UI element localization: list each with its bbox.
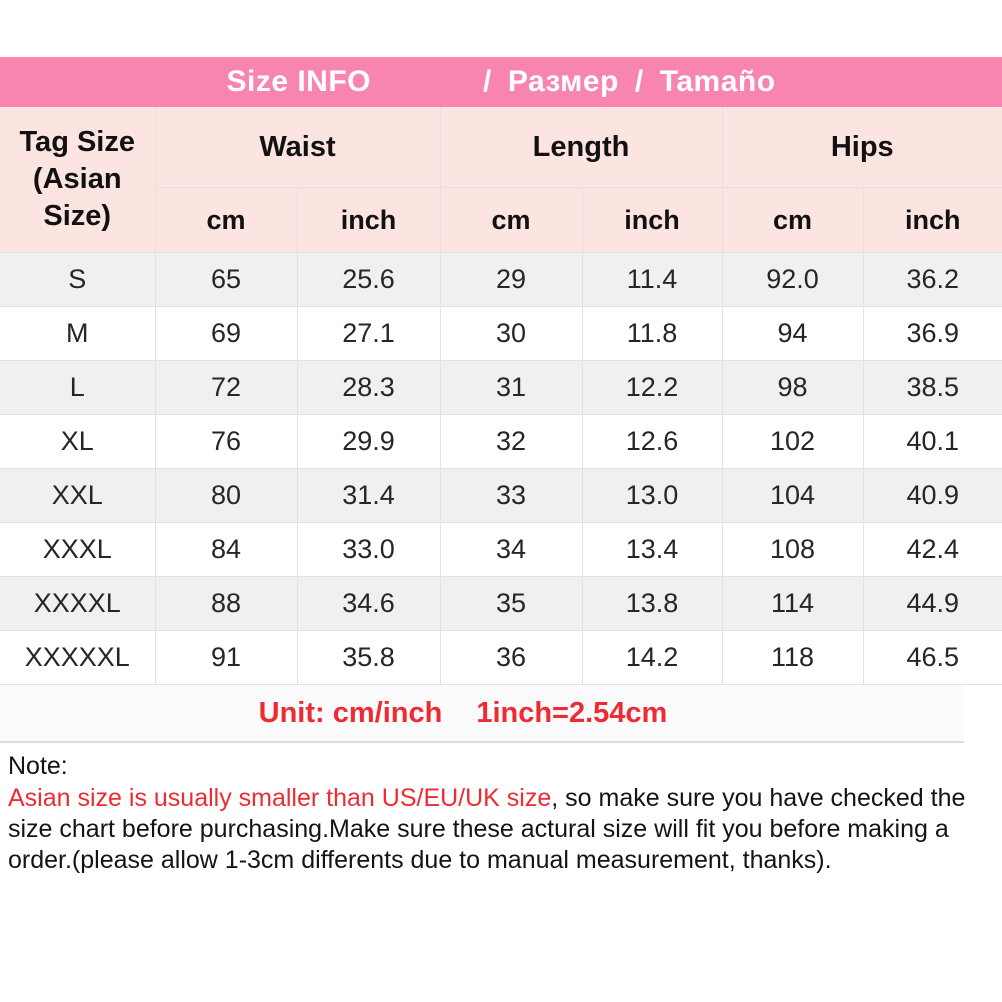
tag-size-cell: XXXXL bbox=[0, 577, 155, 631]
note-section bbox=[0, 743, 1002, 876]
note-label: Note: bbox=[8, 752, 68, 780]
measurement-cell: 29.9 bbox=[297, 415, 440, 469]
tag-size-cell: XXXXXL bbox=[0, 631, 155, 685]
measurement-cell: 118 bbox=[722, 631, 863, 685]
unit-header: cm bbox=[722, 188, 863, 253]
measurement-cell: 102 bbox=[722, 415, 863, 469]
group-header-length: Length bbox=[440, 107, 722, 188]
measurement-cell: 84 bbox=[155, 523, 297, 577]
measurement-cell: 40.9 bbox=[863, 469, 1002, 523]
banner-title-ru: Размер bbox=[507, 65, 619, 98]
note-highlight: Asian size is usually smaller than US/EU/UK size bbox=[8, 784, 552, 812]
measurement-cell: 31.4 bbox=[297, 469, 440, 523]
tag-size-cell: XXL bbox=[0, 469, 155, 523]
tag-size-cell: L bbox=[0, 361, 155, 415]
tag-size-cell: XXXL bbox=[0, 523, 155, 577]
measurement-cell: 27.1 bbox=[297, 307, 440, 361]
measurement-cell: 35 bbox=[440, 577, 582, 631]
table-row bbox=[0, 577, 1002, 631]
group-header-waist: Waist bbox=[155, 107, 440, 188]
table-row bbox=[0, 469, 1002, 523]
top-spacer bbox=[0, 0, 1002, 57]
tag-size-cell: S bbox=[0, 253, 155, 307]
measurement-cell: 12.2 bbox=[582, 361, 722, 415]
measurement-cell: 72 bbox=[155, 361, 297, 415]
measurement-cell: 28.3 bbox=[297, 361, 440, 415]
measurement-cell: 76 bbox=[155, 415, 297, 469]
measurement-cell: 92.0 bbox=[722, 253, 863, 307]
measurement-cell: 44.9 bbox=[863, 577, 1002, 631]
measurement-cell: 65 bbox=[155, 253, 297, 307]
header-group-row bbox=[0, 107, 1002, 188]
measurement-cell: 11.8 bbox=[582, 307, 722, 361]
table-row bbox=[0, 631, 1002, 685]
measurement-cell: 40.1 bbox=[863, 415, 1002, 469]
unit-header: inch bbox=[582, 188, 722, 253]
note-body: , so make sure you have checked the size chart before purchasing.Make sure these actural size will fit you before making a order.(please allow 1-3cm differents due to manual measurement, thanks). bbox=[8, 784, 966, 874]
measurement-cell: 108 bbox=[722, 523, 863, 577]
unit-header: cm bbox=[155, 188, 297, 253]
measurement-cell: 13.4 bbox=[582, 523, 722, 577]
table-row bbox=[0, 361, 1002, 415]
table-row bbox=[0, 523, 1002, 577]
measurement-cell: 42.4 bbox=[863, 523, 1002, 577]
banner-separator: / bbox=[483, 65, 492, 98]
measurement-cell: 25.6 bbox=[297, 253, 440, 307]
measurement-cell: 14.2 bbox=[582, 631, 722, 685]
table-row bbox=[0, 415, 1002, 469]
tag-size-header: Tag Size (Asian Size) bbox=[0, 107, 155, 253]
measurement-cell: 69 bbox=[155, 307, 297, 361]
unit-note-unit: Unit: cm/inch bbox=[258, 696, 443, 729]
measurement-cell: 80 bbox=[155, 469, 297, 523]
measurement-cell: 13.8 bbox=[582, 577, 722, 631]
table-row bbox=[0, 253, 1002, 307]
measurement-cell: 114 bbox=[722, 577, 863, 631]
unit-header: cm bbox=[440, 188, 582, 253]
size-table bbox=[0, 107, 1002, 685]
unit-note-conversion: 1inch=2.54cm bbox=[476, 696, 668, 729]
unit-note bbox=[0, 685, 964, 743]
measurement-cell: 46.5 bbox=[863, 631, 1002, 685]
measurement-cell: 104 bbox=[722, 469, 863, 523]
note-paragraph bbox=[8, 783, 992, 876]
measurement-cell: 36 bbox=[440, 631, 582, 685]
measurement-cell: 98 bbox=[722, 361, 863, 415]
measurement-cell: 31 bbox=[440, 361, 582, 415]
measurement-cell: 33.0 bbox=[297, 523, 440, 577]
banner bbox=[0, 57, 1002, 107]
unit-header: inch bbox=[297, 188, 440, 253]
measurement-cell: 38.5 bbox=[863, 361, 1002, 415]
measurement-cell: 11.4 bbox=[582, 253, 722, 307]
measurement-cell: 33 bbox=[440, 469, 582, 523]
measurement-cell: 30 bbox=[440, 307, 582, 361]
group-header-hips: Hips bbox=[722, 107, 1002, 188]
banner-title-en: Size INFO bbox=[226, 65, 371, 98]
measurement-cell: 13.0 bbox=[582, 469, 722, 523]
unit-header: inch bbox=[863, 188, 1002, 253]
banner-separator: / bbox=[634, 65, 644, 98]
measurement-cell: 94 bbox=[722, 307, 863, 361]
measurement-cell: 91 bbox=[155, 631, 297, 685]
measurement-cell: 35.8 bbox=[297, 631, 440, 685]
measurement-cell: 34.6 bbox=[297, 577, 440, 631]
measurement-cell: 34 bbox=[440, 523, 582, 577]
measurement-cell: 36.2 bbox=[863, 253, 1002, 307]
measurement-cell: 12.6 bbox=[582, 415, 722, 469]
tag-size-cell: XL bbox=[0, 415, 155, 469]
measurement-cell: 32 bbox=[440, 415, 582, 469]
measurement-cell: 36.9 bbox=[863, 307, 1002, 361]
size-table-body bbox=[0, 253, 1002, 685]
measurement-cell: 29 bbox=[440, 253, 582, 307]
table-row bbox=[0, 307, 1002, 361]
size-table-header bbox=[0, 107, 1002, 253]
measurement-cell: 88 bbox=[155, 577, 297, 631]
banner-title-es: Tamaño bbox=[659, 65, 776, 98]
tag-size-cell: M bbox=[0, 307, 155, 361]
